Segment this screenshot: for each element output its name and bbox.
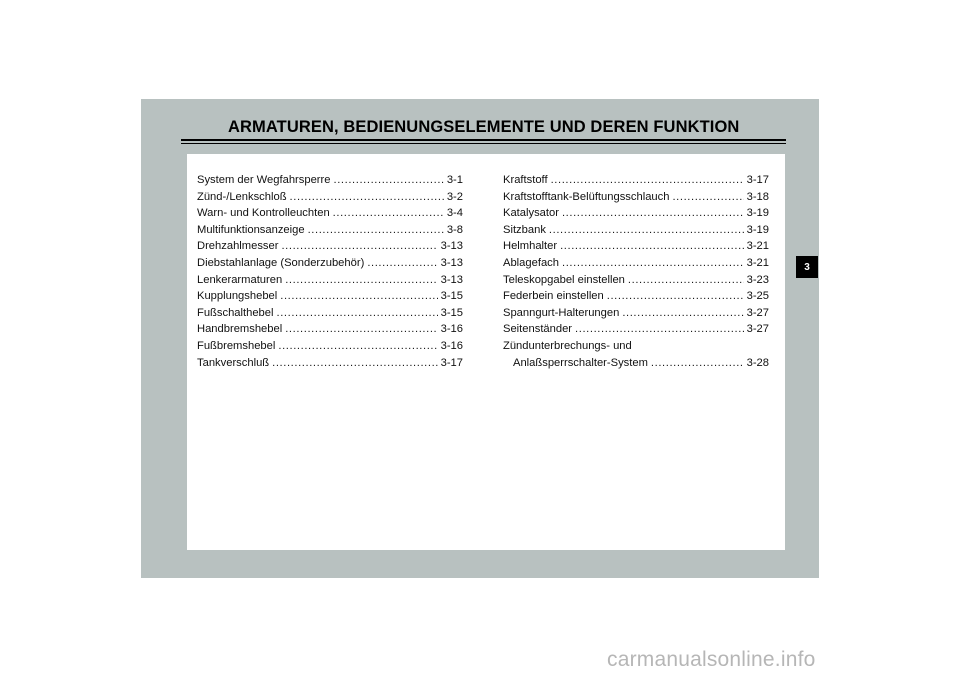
toc-entry[interactable] <box>197 189 463 206</box>
toc-entry-label: Helmhalter <box>503 240 558 253</box>
toc-entry-label: Zündunterbrechungs- und <box>503 339 632 352</box>
toc-entry-page: 3-18 <box>746 190 769 203</box>
toc-entry-page: 3-13 <box>440 256 463 269</box>
toc-entry[interactable] <box>503 172 769 189</box>
toc-entry-page: 3-17 <box>440 356 463 369</box>
toc-entry[interactable] <box>503 305 769 322</box>
toc-entry-label: Zünd-/Lenkschloß <box>197 190 287 203</box>
toc-entry-label: Ablagefach <box>503 256 559 269</box>
toc-entry-page: 3-16 <box>440 339 463 352</box>
toc-leader-dots <box>285 321 437 338</box>
chapter-tab[interactable]: 3 <box>796 256 818 278</box>
toc-entry-page: 3-23 <box>746 273 769 286</box>
toc-entry-page: 3-16 <box>440 323 463 336</box>
watermark-text: carmanualsonline.info <box>607 648 816 671</box>
toc-leader-dots <box>285 272 437 289</box>
toc-entry-label: Handbremshebel <box>197 323 283 336</box>
toc-left-column <box>197 172 463 371</box>
toc-entry-label: Katalysator <box>503 207 559 220</box>
toc-entry[interactable] <box>503 272 769 289</box>
toc-leader-dots <box>308 222 444 239</box>
toc-entry[interactable] <box>503 238 769 255</box>
toc-leader-dots <box>672 189 743 206</box>
toc-leader-dots <box>628 272 744 289</box>
toc-leader-dots <box>281 238 437 255</box>
toc-entry-page: 3-19 <box>746 207 769 220</box>
toc-entry[interactable] <box>503 255 769 272</box>
toc-leader-dots <box>575 321 744 338</box>
toc-leader-dots <box>333 172 443 189</box>
toc-leader-dots <box>272 355 437 372</box>
toc-entry-page: 3-4 <box>446 207 463 220</box>
toc-entry-page: 3-2 <box>446 190 463 203</box>
toc-right-column <box>503 172 769 371</box>
toc-leader-dots <box>367 255 437 272</box>
toc-entry-label: Lenkerarmaturen <box>197 273 283 286</box>
toc-entry-page: 3-21 <box>746 240 769 253</box>
toc-entry[interactable] <box>197 305 463 322</box>
toc-entry-page: 3-21 <box>746 256 769 269</box>
toc-entry[interactable] <box>503 205 769 222</box>
toc-leader-dots <box>290 189 444 206</box>
toc-entry[interactable] <box>197 288 463 305</box>
toc-entry-label: Fußschalthebel <box>197 306 274 319</box>
toc-entry[interactable] <box>197 338 463 355</box>
toc-entry-label: System der Wegfahrsperre <box>197 174 331 186</box>
toc-leader-dots <box>280 288 437 305</box>
toc-leader-dots <box>277 305 438 322</box>
toc-entry-page: 3-17 <box>746 174 769 186</box>
toc-entry-page: 3-19 <box>746 223 769 236</box>
toc-leader-dots <box>560 238 744 255</box>
toc-entry-label: Seitenständer <box>503 323 573 336</box>
title-rule-thin <box>181 143 786 144</box>
toc-leader-dots <box>333 205 444 222</box>
toc-entry-label: Fußbremshebel <box>197 339 276 352</box>
toc-entry[interactable] <box>197 238 463 255</box>
toc-leader-dots <box>551 172 744 189</box>
toc-entry-label: Diebstahlanlage (Sonderzubehör) <box>197 256 365 269</box>
toc-entry[interactable] <box>197 205 463 222</box>
toc-entry-page: 3-8 <box>446 223 463 236</box>
title-rule-thick <box>181 139 786 141</box>
toc-leader-dots <box>278 338 437 355</box>
toc-entry[interactable] <box>503 189 769 206</box>
toc-entry-label: Kupplungshebel <box>197 290 278 303</box>
toc-leader-dots <box>562 255 744 272</box>
toc-leader-dots <box>549 222 744 239</box>
toc-entry[interactable] <box>197 172 463 189</box>
toc-entry[interactable] <box>503 222 769 239</box>
toc-leader-dots <box>562 205 744 222</box>
toc-entry-label: Warn- und Kontrolleuchten <box>197 207 330 220</box>
toc-entry-label: Federbein einstellen <box>503 290 604 303</box>
toc-entry-page: 3-28 <box>746 356 769 369</box>
toc-entry-label: Kraftstoff <box>503 174 548 186</box>
toc-entry-page: 3-13 <box>440 273 463 286</box>
toc-entry-label: Drehzahlmesser <box>197 240 279 253</box>
toc-entry-label: Multifunktionsanzeige <box>197 223 305 236</box>
toc-entry[interactable] <box>197 255 463 272</box>
toc-entry-page: 3-25 <box>746 290 769 303</box>
toc-entry-multiline-first[interactable] <box>503 338 769 355</box>
toc-entry-multiline-second[interactable] <box>503 355 769 372</box>
toc-leader-dots <box>607 288 744 305</box>
toc-leader-dots <box>651 355 744 372</box>
toc-entry-label: Anlaßsperrschalter-System <box>513 356 648 369</box>
toc-entry[interactable] <box>197 355 463 372</box>
toc-entry[interactable] <box>197 222 463 239</box>
toc-page <box>187 154 785 550</box>
toc-leader-dots <box>622 305 743 322</box>
toc-entry[interactable] <box>197 272 463 289</box>
toc-entry[interactable] <box>503 288 769 305</box>
toc-entry-page: 3-27 <box>746 323 769 336</box>
toc-entry-label: Teleskopgabel einstellen <box>503 273 625 286</box>
toc-entry[interactable] <box>197 321 463 338</box>
toc-entry-page: 3-15 <box>440 306 463 319</box>
toc-entry-page: 3-27 <box>746 306 769 319</box>
toc-entry-page: 3-15 <box>440 290 463 303</box>
toc-entry-label: Tankverschluß <box>197 356 270 369</box>
toc-entry-page: 3-13 <box>440 240 463 253</box>
toc-entry[interactable] <box>503 321 769 338</box>
toc-entry-label: Spanngurt-Halterungen <box>503 306 620 319</box>
chapter-title: ARMATUREN, BEDIENUNGSELEMENTE UND DEREN FUNKTION <box>228 118 740 136</box>
toc-entry-label: Sitzbank <box>503 223 546 236</box>
toc-entry-page: 3-1 <box>446 174 463 186</box>
toc-entry-label: Kraftstofftank-Belüftungsschlauch <box>503 190 670 203</box>
